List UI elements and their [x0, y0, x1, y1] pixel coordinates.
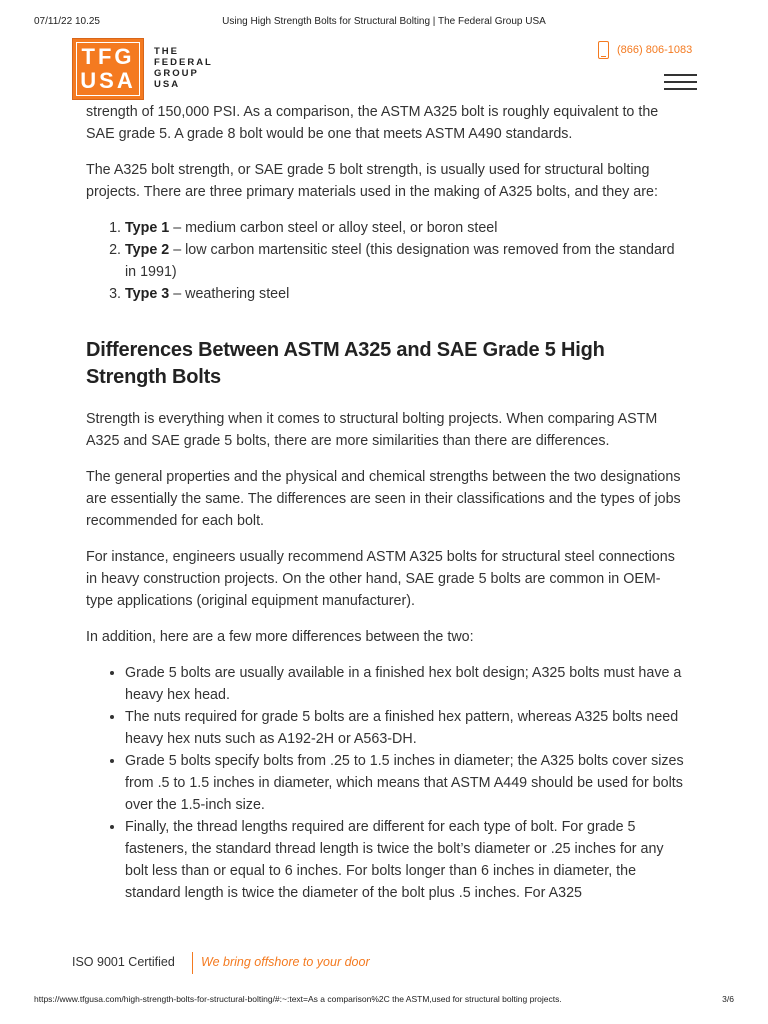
- type-name: Type 3: [125, 286, 170, 302]
- logo-wordmark[interactable]: [154, 46, 213, 90]
- type-desc: – low carbon martensitic steel (this designation was removed from the standard in 1991): [125, 242, 675, 280]
- menu-bar: [664, 74, 697, 76]
- phone-link[interactable]: [598, 40, 692, 60]
- page-number: 3/6: [722, 994, 734, 1004]
- list-item: • The nuts required for grade 5 bolts are a finished hex pattern, whereas A325 bolts need heavy hex nuts such as A192-2H or A563-DH.: [125, 706, 686, 750]
- type-desc: – weathering steel: [169, 286, 290, 302]
- article-body: [86, 90, 686, 945]
- menu-bar: [664, 81, 697, 83]
- type-name: Type 2: [125, 242, 170, 258]
- differences-list: [86, 662, 686, 904]
- paragraph: strength of 150,000 PSI. As a comparison, the ASTM A325 bolt is roughly equivalent to the SAE grade 5. A grade 8 bolt would be one that meets ASTM A490 standards.: [86, 104, 659, 142]
- print-timestamp: 07/11/22 10.25: [34, 16, 100, 27]
- section-heading: Differences Between ASTM A325 and SAE Grade 5 High Strength Bolts: [86, 339, 605, 388]
- print-page-title: Using High Strength Bolts for Structural Bolting | The Federal Group USA: [222, 16, 546, 27]
- phone-number: (866) 806-1083: [617, 44, 693, 56]
- logo-word: THE: [154, 46, 179, 57]
- tfg-logo[interactable]: [72, 38, 144, 100]
- list-item: [125, 239, 686, 283]
- footer-tagline: We bring offshore to your door: [201, 955, 370, 969]
- logo-word: GROUP: [154, 68, 199, 79]
- phone-icon: [598, 41, 609, 59]
- hamburger-menu-icon[interactable]: [664, 74, 697, 90]
- list-item: [125, 283, 686, 305]
- type-name: Type 1: [125, 220, 170, 236]
- type-desc: – medium carbon steel or alloy steel, or boron steel: [169, 220, 498, 236]
- paragraph: The A325 bolt strength, or SAE grade 5 bolt strength, is usually used for structural bolting projects. There are three primary materials used in the making of A325 bolts, and they are:: [86, 162, 658, 200]
- footer-divider: [192, 952, 193, 974]
- paragraph: For instance, engineers usually recommend ASTM A325 bolts for structural steel connections in heavy construction projects. On the other hand, SAE grade 5 bolts are common in OEM-type applications (original equipment manufacturer).: [86, 549, 675, 609]
- paragraph: The general properties and the physical and chemical strengths between the two designations are essentially the same. The differences are seen in their classifications and the types of jobs recommended for each bolt.: [86, 469, 681, 529]
- print-header: [0, 16, 768, 30]
- logo-word: FEDERAL: [154, 57, 213, 68]
- paragraph: In addition, here are a few more differences between the two:: [86, 629, 474, 645]
- print-url: https://www.tfgusa.com/high-strength-bolts-for-structural-bolting/#:~:text=As a comparison%2C the ASTM,used for structural bolting projects.: [34, 994, 562, 1004]
- list-item: • Grade 5 bolts are usually available in a finished hex bolt design; A325 bolts must have a heavy hex head.: [125, 662, 686, 706]
- iso-certification: ISO 9001 Certified: [72, 955, 175, 969]
- types-list: [86, 217, 686, 305]
- list-item: [125, 217, 686, 239]
- menu-bar: [664, 88, 697, 90]
- print-footer: [0, 994, 768, 1008]
- sticky-footer: [0, 948, 768, 980]
- logo-line-2: USA: [80, 68, 136, 93]
- paragraph: Strength is everything when it comes to structural bolting projects. When comparing ASTM A325 and SAE grade 5 bolts, there are more similarities than there are differences.: [86, 411, 658, 449]
- logo-word: USA: [154, 79, 181, 90]
- list-item: • Grade 5 bolts specify bolts from .25 to 1.5 inches in diameter; the A325 bolts cover sizes from .5 to 1.5 inches in diameter, which means that ASTM A449 should be used for bolts over the 1.5-inch size.: [125, 750, 686, 816]
- list-item: • Finally, the thread lengths required are different for each type of bolt. For grade 5 fasteners, the standard thread length is twice the bolt’s diameter or .25 inches for any bolt less than or equal to 6 inches. For bolts longer than 6 inches in diameter, the standard length is twice the diameter of the bolt plus .5 inches. For A325: [125, 816, 686, 904]
- logo-line-1: TFG: [81, 44, 135, 69]
